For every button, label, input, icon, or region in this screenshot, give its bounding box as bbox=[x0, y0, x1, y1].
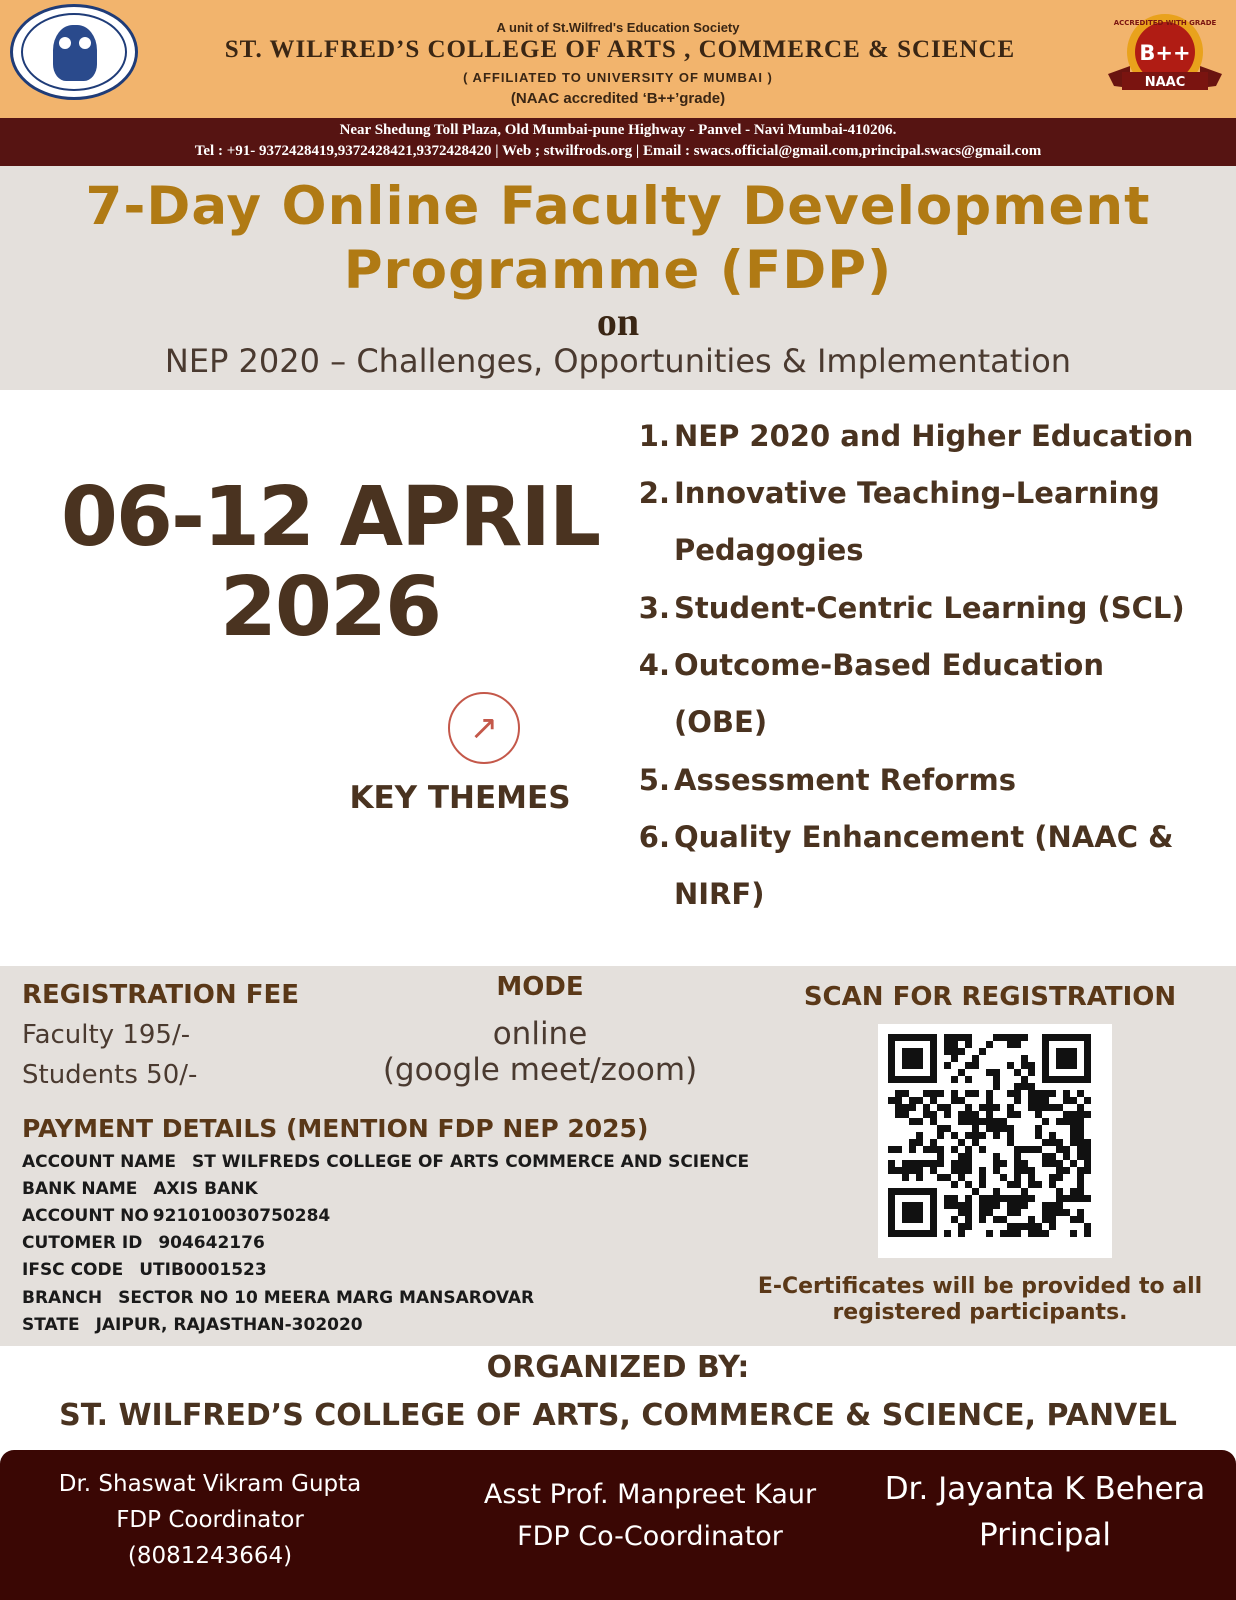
scan-heading: SCAN FOR REGISTRATION bbox=[803, 982, 1177, 1012]
student-fee: Students 50/- bbox=[22, 1060, 198, 1090]
naac-badge-icon bbox=[1104, 12, 1226, 96]
payment-key: CUTOMER ID bbox=[22, 1233, 143, 1253]
arrow-up-right-icon: ↗ bbox=[448, 692, 520, 764]
date-year: 2026 bbox=[219, 560, 441, 655]
payment-row bbox=[22, 1179, 258, 1199]
theme-number: 6. bbox=[638, 820, 670, 854]
payment-value: SECTOR NO 10 MEERA MARG MANSAROVAR bbox=[118, 1288, 535, 1308]
payment-value: ST WILFREDS COLLEGE OF ARTS COMMERCE AND SCIENCE bbox=[192, 1152, 750, 1172]
theme-number: 1. bbox=[638, 419, 670, 453]
key-themes-label: KEY THEMES bbox=[349, 780, 571, 816]
payment-key: ACCOUNT NAME bbox=[22, 1152, 177, 1172]
registration-fee-heading: REGISTRATION FEE bbox=[22, 980, 299, 1010]
payment-value: AXIS BANK bbox=[153, 1179, 258, 1199]
principal-block bbox=[860, 1466, 1230, 1558]
co-coordinator-block bbox=[440, 1474, 860, 1558]
certificate-note bbox=[745, 1274, 1215, 1326]
payment-row bbox=[22, 1315, 363, 1335]
theme-number: 2. bbox=[638, 476, 670, 510]
co-coordinator-role: FDP Co-Coordinator bbox=[517, 1521, 783, 1552]
organizer-name: ST. WILFRED’S COLLEGE OF ARTS, COMMERCE & SCIENCE, PANVEL bbox=[59, 1398, 1177, 1433]
contact-details: Tel : +91- 9372428419,9372428421,9372428420 | Web ; stwilfrods.org | Email : swacs.official@gmail.com,principal.swacs@gmail.com bbox=[194, 143, 1042, 159]
registration-qr-code[interactable] bbox=[878, 1024, 1112, 1258]
organized-by-label: ORGANIZED BY: bbox=[486, 1350, 750, 1385]
on-text: on bbox=[596, 299, 640, 344]
badge-grade: B++ bbox=[1139, 41, 1191, 65]
theme-text: Outcome-Based Education (OBE) bbox=[674, 648, 1105, 739]
theme-number: 3. bbox=[638, 591, 670, 625]
theme-text: Assessment Reforms bbox=[674, 763, 1016, 797]
payment-row bbox=[22, 1152, 749, 1172]
faculty-fee: Faculty 195/- bbox=[22, 1020, 191, 1050]
theme-number: 5. bbox=[638, 763, 670, 797]
badge-label: NAAC bbox=[1144, 75, 1186, 90]
programme-title-line1: 7-Day Online Faculty Development bbox=[85, 176, 1151, 237]
society-unit-line: A unit of St.Wilfred's Education Society bbox=[496, 20, 740, 35]
certificate-note-line1: E-Certificates will be provided to all bbox=[757, 1274, 1203, 1299]
college-name: ST. WILFRED’S COLLEGE OF ARTS , COMMERCE & SCIENCE bbox=[224, 36, 1016, 63]
programme-title-line2: Programme (FDP) bbox=[343, 240, 893, 301]
theme-text: Innovative Teaching–Learning Pedagogies bbox=[674, 476, 1160, 567]
coordinator-name: Dr. Shaswat Vikram Gupta bbox=[58, 1471, 362, 1497]
theme-text: Student-Centric Learning (SCL) bbox=[674, 591, 1185, 625]
payment-key: STATE bbox=[22, 1315, 80, 1335]
theme-item bbox=[630, 752, 1210, 809]
college-address: Near Shedung Toll Plaza, Old Mumbai-pune Highway - Panvel - Navi Mumbai-410206. bbox=[339, 122, 897, 138]
date-range: 06-12 APRIL bbox=[60, 470, 600, 565]
college-logo bbox=[10, 4, 138, 100]
theme-item bbox=[630, 809, 1210, 923]
payment-row bbox=[22, 1260, 267, 1280]
payment-value: 904642176 bbox=[158, 1233, 265, 1253]
payment-key: BRANCH bbox=[22, 1288, 103, 1308]
payment-row bbox=[22, 1206, 330, 1226]
theme-text: Quality Enhancement (NAAC & NIRF) bbox=[674, 820, 1174, 911]
naac-accreditation-text: (NAAC accredited ‘B++’grade) bbox=[510, 90, 726, 107]
mode-heading: MODE bbox=[496, 972, 584, 1002]
programme-topic: NEP 2020 – Challenges, Opportunities & Implementation bbox=[164, 342, 1072, 380]
mode-value: online bbox=[492, 1016, 588, 1052]
affiliation-text: ( AFFILIATED TO UNIVERSITY OF MUMBAI ) bbox=[463, 70, 773, 85]
coordinator-block bbox=[20, 1466, 400, 1574]
coordinator-role: FDP Coordinator bbox=[116, 1507, 304, 1533]
theme-text: NEP 2020 and Higher Education bbox=[674, 419, 1194, 453]
payment-key: ACCOUNT NO bbox=[22, 1206, 149, 1226]
principal-role: Principal bbox=[978, 1517, 1112, 1553]
payment-details-heading: PAYMENT DETAILS (MENTION FDP NEP 2025) bbox=[22, 1114, 649, 1143]
coordinator-phone: (8081243664) bbox=[127, 1543, 293, 1569]
payment-value: JAIPUR, RAJASTHAN-302020 bbox=[95, 1315, 363, 1335]
payment-value: 921010030750284 bbox=[152, 1206, 331, 1226]
principal-name: Dr. Jayanta K Behera bbox=[884, 1471, 1206, 1507]
payment-row bbox=[22, 1233, 265, 1253]
payment-value: UTIB0001523 bbox=[139, 1260, 267, 1280]
badge-arc-text: ACCREDITED WITH GRADE bbox=[1113, 19, 1217, 27]
mode-platforms: (google meet/zoom) bbox=[382, 1052, 698, 1088]
co-coordinator-name: Asst Prof. Manpreet Kaur bbox=[483, 1479, 817, 1510]
theme-item bbox=[630, 637, 1210, 751]
payment-row bbox=[22, 1288, 534, 1308]
payment-key: IFSC CODE bbox=[22, 1260, 124, 1280]
theme-item bbox=[630, 408, 1210, 465]
payment-key: BANK NAME bbox=[22, 1179, 138, 1199]
theme-item bbox=[630, 465, 1210, 579]
certificate-note-line2: registered participants. bbox=[832, 1300, 1128, 1325]
theme-item bbox=[630, 580, 1210, 637]
theme-number: 4. bbox=[638, 648, 670, 682]
